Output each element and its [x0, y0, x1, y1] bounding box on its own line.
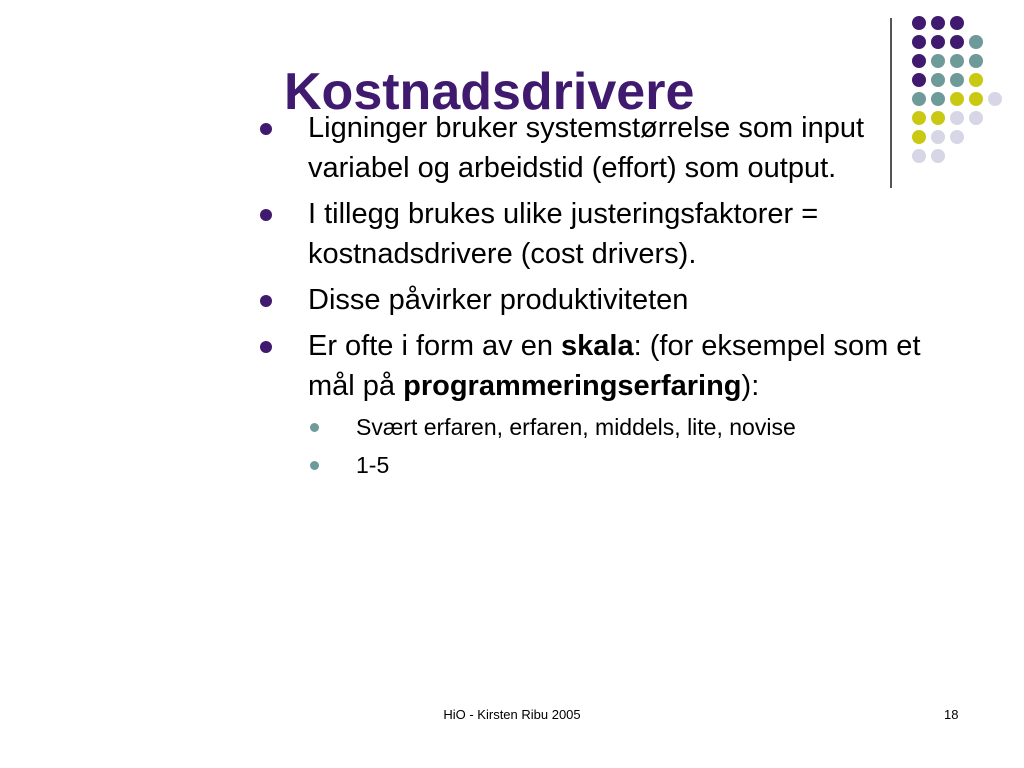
- bullet-productivity: [258, 280, 958, 320]
- decorative-dot: [912, 92, 926, 106]
- text-run: Ligninger bruker systemstørrelse som input variabel og arbeidstid (effort) som output.: [308, 112, 865, 184]
- text-run: Er ofte i form av en: [308, 330, 562, 362]
- decorative-dot: [912, 73, 926, 87]
- page-number: 18: [944, 707, 959, 722]
- decorative-dot: [912, 35, 926, 49]
- decorative-dot: [969, 111, 983, 125]
- bold-text: skala: [561, 330, 634, 362]
- decorative-dot: [912, 16, 926, 30]
- decorative-dot: [950, 92, 964, 106]
- slide-title: Kostnadsdrivere: [284, 63, 695, 121]
- decorative-dot: [950, 54, 964, 68]
- text-run: : (for eksempel som et mål på: [308, 330, 921, 402]
- decorative-dot: [969, 54, 983, 68]
- decorative-dot: [931, 35, 945, 49]
- sub-bullet-range: 1-5: [258, 450, 876, 480]
- text-run: I tillegg brukes ulike justeringsfaktorer = kostnadsdrivere (cost drivers).: [308, 198, 819, 270]
- footer-author: HiO - Kirsten Ribu 2005: [443, 707, 581, 722]
- decorative-dot: [931, 16, 945, 30]
- decorative-dot: [969, 73, 983, 87]
- decorative-dot: [969, 35, 983, 49]
- bullet-adjustment-factors: [258, 194, 958, 274]
- decorative-dot: [931, 73, 945, 87]
- decorative-dot: [950, 35, 964, 49]
- sub-bullet-list: [258, 412, 958, 480]
- decorative-dot: [950, 73, 964, 87]
- slide-content: [258, 108, 958, 488]
- bullet-equations: [258, 108, 958, 188]
- text-run: Disse påvirker produktiviteten: [308, 284, 689, 316]
- bold-text: programmeringserfaring: [403, 370, 742, 402]
- decorative-dot: [931, 54, 945, 68]
- text-run: ):: [741, 370, 760, 402]
- decorative-dot: [988, 92, 1002, 106]
- decorative-dot: [969, 92, 983, 106]
- bullet-scale: [258, 326, 958, 406]
- decorative-dot: [950, 16, 964, 30]
- decorative-dot: [912, 54, 926, 68]
- sub-bullet-experience-levels: Svært erfaren, erfaren, middels, lite, novise: [258, 412, 876, 442]
- decorative-dot: [931, 92, 945, 106]
